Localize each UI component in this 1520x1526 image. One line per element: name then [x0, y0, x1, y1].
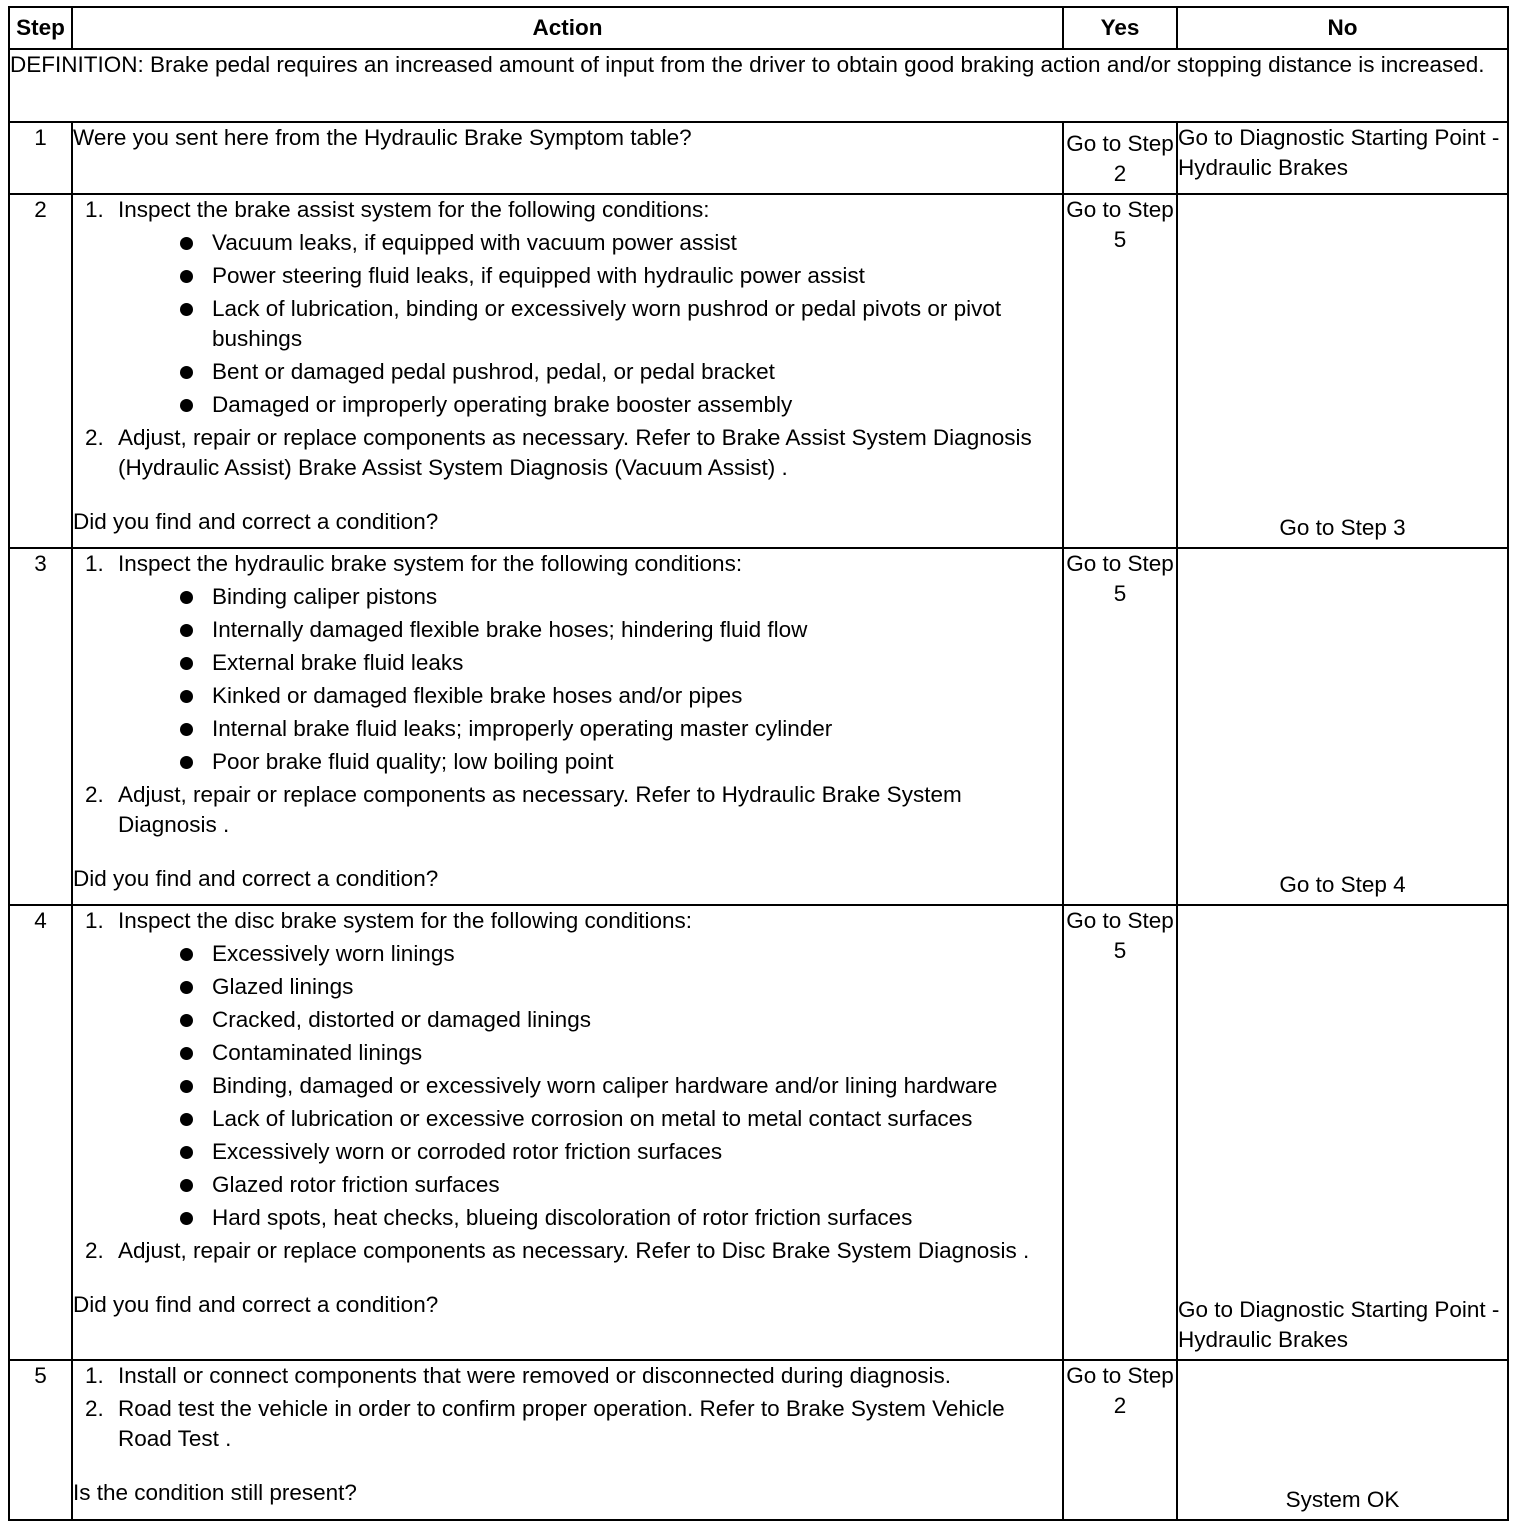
question-text: Is the condition still present? [73, 1480, 357, 1505]
diagnostic-table [8, 6, 1509, 1521]
yes-cell: Go to Step 5 [1063, 905, 1177, 1360]
list-item: Contaminated linings [118, 1038, 1062, 1068]
table-row [9, 548, 1508, 905]
header-no: No [1177, 7, 1508, 49]
list-item: Hard spots, heat checks, blueing discoloration of rotor friction surfaces [118, 1203, 1062, 1233]
list-item: Internal brake fluid leaks; improperly operating master cylinder [118, 714, 1062, 744]
bullet-icon [180, 690, 193, 703]
table-row [9, 122, 1508, 194]
list-item: Kinked or damaged flexible brake hoses and/or pipes [118, 681, 1062, 711]
instruction-list [73, 549, 1062, 840]
bullet-icon [180, 366, 193, 379]
list-item: Poor brake fluid quality; low boiling point [118, 747, 1062, 777]
bullet-icon [180, 237, 193, 250]
header-step: Step [9, 7, 72, 49]
instruction-item: 1. Inspect the brake assist system for the following conditions: Vacuum leaks, if equipped with vacuum power assist Power steering fluid leaks, if equipped with hydraulic power assist Lack of lubrication, binding or excessively worn pushrod or pedal pivots or pivot bushings Bent or damaged pedal pushrod, pedal, or pedal bracket Damaged or improperly operating brake booster assembly [73, 195, 1062, 420]
bullet-icon [180, 657, 193, 670]
step-number: 1 [9, 122, 72, 194]
definition-text: DEFINITION: Brake pedal requires an increased amount of input from the driver to obtain good braking action and/or stopping distance is increased. [9, 49, 1508, 122]
bullet-icon [180, 270, 193, 283]
action-cell [72, 194, 1063, 548]
instruction-text: Road test the vehicle in order to confirm proper operation. Refer to Brake System Vehicle Road Test . [118, 1396, 1005, 1451]
instruction-text: Adjust, repair or replace components as necessary. Refer to Hydraulic Brake System Diagnosis . [118, 782, 962, 837]
header-yes: Yes [1063, 7, 1177, 49]
yes-cell: Go to Step 2 [1063, 1360, 1177, 1520]
question-text: Did you find and correct a condition? [73, 866, 439, 891]
yes-cell: Go to Step 2 [1063, 122, 1177, 194]
table-row [9, 905, 1508, 1360]
list-item: Internally damaged flexible brake hoses; hindering fluid flow [118, 615, 1062, 645]
instruction-item: 2. Adjust, repair or replace components as necessary. Refer to Brake Assist System Diagnosis (Hydraulic Assist) Brake Assist System Diagnosis (Vacuum Assist) . [85, 425, 1032, 480]
bullet-icon [180, 1212, 193, 1225]
bullet-icon [180, 981, 193, 994]
no-cell: Go to Step 4 [1177, 548, 1508, 905]
list-item: Power steering fluid leaks, if equipped with hydraulic power assist [118, 261, 1062, 291]
step-number: 2 [9, 194, 72, 548]
instruction-text: Adjust, repair or replace components as necessary. Refer to Brake Assist System Diagnosis (Hydraulic Assist) Brake Assist System Diagnosis (Vacuum Assist) . [118, 425, 1032, 480]
step-number: 5 [9, 1360, 72, 1520]
bullet-icon [180, 591, 193, 604]
no-cell: System OK [1177, 1360, 1508, 1520]
bullet-icon [180, 756, 193, 769]
condition-list [118, 939, 1062, 1233]
action-cell [72, 548, 1063, 905]
list-item: Lack of lubrication or excessive corrosion on metal to metal contact surfaces [118, 1104, 1062, 1134]
list-item: External brake fluid leaks [118, 648, 1062, 678]
step-number: 4 [9, 905, 72, 1360]
instruction-list [73, 906, 1062, 1266]
yes-cell: Go to Step 5 [1063, 548, 1177, 905]
instruction-list [73, 1361, 1062, 1454]
instruction-text: Install or connect components that were removed or disconnected during diagnosis. [118, 1363, 951, 1388]
instruction-item: 1. Install or connect components that were removed or disconnected during diagnosis. [85, 1363, 951, 1388]
instruction-item: 2. Road test the vehicle in order to confirm proper operation. Refer to Brake System Vehicle Road Test . [85, 1396, 1005, 1451]
bullet-icon [180, 1113, 193, 1126]
action-cell [72, 905, 1063, 1360]
table-row [9, 194, 1508, 548]
instruction-text: Inspect the hydraulic brake system for the following conditions: [118, 551, 743, 576]
list-item: Glazed rotor friction surfaces [118, 1170, 1062, 1200]
list-item: Excessively worn or corroded rotor friction surfaces [118, 1137, 1062, 1167]
header-row [9, 7, 1508, 49]
list-item: Excessively worn linings [118, 939, 1062, 969]
table-row [9, 1360, 1508, 1520]
condition-list [118, 228, 1062, 420]
bullet-icon [180, 1080, 193, 1093]
instruction-text: Adjust, repair or replace components as necessary. Refer to Disc Brake System Diagnosis . [118, 1238, 1030, 1263]
instruction-text: Inspect the brake assist system for the following conditions: [118, 197, 710, 222]
list-item: Lack of lubrication, binding or excessively worn pushrod or pedal pivots or pivot bushings [118, 294, 1062, 354]
bullet-icon [180, 1047, 193, 1060]
action-cell [72, 1360, 1063, 1520]
header-action: Action [72, 7, 1063, 49]
list-item: Vacuum leaks, if equipped with vacuum power assist [118, 228, 1062, 258]
bullet-icon [180, 1014, 193, 1027]
condition-list [118, 582, 1062, 777]
list-item: Cracked, distorted or damaged linings [118, 1005, 1062, 1035]
bullet-icon [180, 723, 193, 736]
question-text: Did you find and correct a condition? [73, 1292, 439, 1317]
no-cell: Go to Diagnostic Starting Point - Hydraulic Brakes [1177, 122, 1508, 194]
instruction-item: 2. Adjust, repair or replace components as necessary. Refer to Hydraulic Brake System Diagnosis . [85, 782, 962, 837]
instruction-list [73, 195, 1062, 483]
list-item: Damaged or improperly operating brake booster assembly [118, 390, 1062, 420]
bullet-icon [180, 303, 193, 316]
no-cell: Go to Step 3 [1177, 194, 1508, 548]
list-item: Glazed linings [118, 972, 1062, 1002]
bullet-icon [180, 399, 193, 412]
bullet-icon [180, 624, 193, 637]
definition-row [9, 49, 1508, 122]
list-item: Bent or damaged pedal pushrod, pedal, or pedal bracket [118, 357, 1062, 387]
instruction-item: 1. Inspect the hydraulic brake system for the following conditions: Binding caliper pistons Internally damaged flexible brake hoses; hindering fluid flow External brake fluid leaks Kinked or damaged flexible brake hoses and/or pipes Internal brake fluid leaks; improperly operating master cylinder Poor brake fluid quality; low boiling point [73, 549, 1062, 777]
instruction-item: 2. Adjust, repair or replace components as necessary. Refer to Disc Brake System Diagnosis . [85, 1238, 1030, 1263]
no-cell: Go to Diagnostic Starting Point - Hydraulic Brakes [1177, 905, 1508, 1360]
yes-cell: Go to Step 5 [1063, 194, 1177, 548]
bullet-icon [180, 1179, 193, 1192]
step-number: 3 [9, 548, 72, 905]
bullet-icon [180, 948, 193, 961]
bullet-icon [180, 1146, 193, 1159]
instruction-text: Inspect the disc brake system for the following conditions: [118, 908, 693, 933]
list-item: Binding caliper pistons [118, 582, 1062, 612]
question-text: Were you sent here from the Hydraulic Brake Symptom table? [73, 125, 692, 150]
list-item: Binding, damaged or excessively worn caliper hardware and/or lining hardware [118, 1071, 1062, 1101]
question-text: Did you find and correct a condition? [73, 509, 439, 534]
action-cell [72, 122, 1063, 194]
instruction-item: 1. Inspect the disc brake system for the following conditions: Excessively worn linings Glazed linings Cracked, distorted or damaged linings Contaminated linings Binding, damaged or excessively worn caliper hardware and/or lining hardware Lack of lubrication or excessive corrosion on metal to metal contact surfaces Excessively worn or corroded rotor friction surfaces Glazed rotor friction surfaces Hard spots, heat checks, blueing discoloration of rotor friction surfaces [73, 906, 1062, 1233]
